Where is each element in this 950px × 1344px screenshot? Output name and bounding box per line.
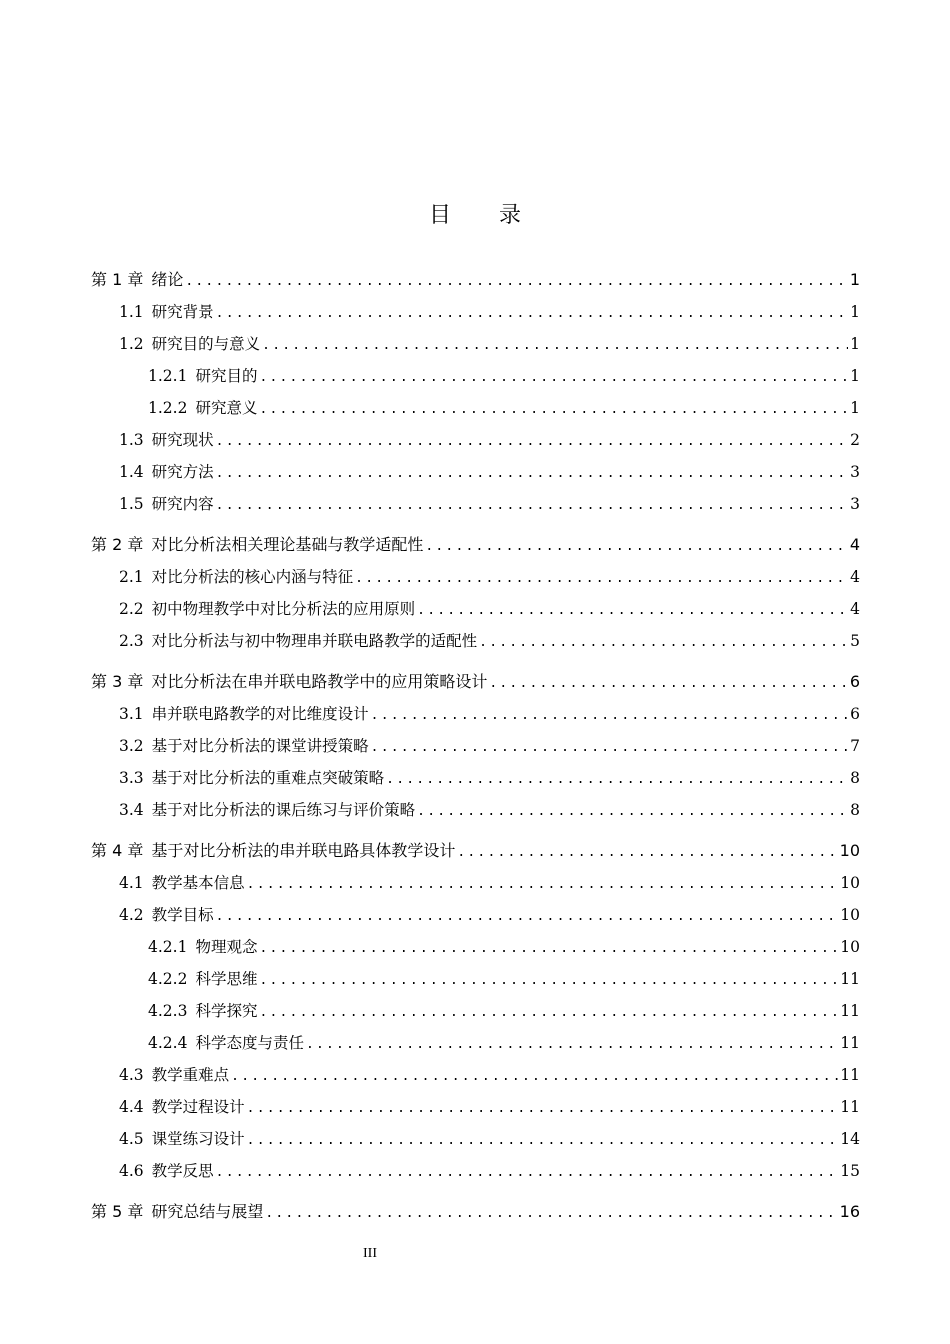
toc-entry[interactable]: [148, 362, 860, 390]
toc-entry-number: 4.2.3: [148, 1002, 188, 1020]
toc-entry-page: 1: [849, 270, 860, 289]
dot-leader: [425, 533, 847, 561]
toc-entry[interactable]: [119, 1061, 860, 1089]
toc-entry[interactable]: [119, 563, 860, 591]
toc-entry-number: 1.2.1: [148, 367, 188, 385]
toc-entry-number: 2.3: [119, 632, 144, 650]
toc-entry-title: 基于对比分析法的串并联电路具体教学设计: [151, 841, 456, 860]
toc-entry-page: 2: [850, 431, 860, 449]
toc-entry[interactable]: [119, 869, 860, 897]
toc-entry-page: 1: [850, 367, 860, 385]
toc-entry-number: 2.1: [119, 568, 144, 586]
dot-leader: [259, 967, 838, 995]
dot-leader: [479, 629, 848, 657]
dot-leader: [216, 460, 848, 488]
toc-entry-number: 1.1: [119, 303, 144, 321]
toc-entry-number: 1.2: [119, 335, 144, 353]
toc-entry-page: 10: [839, 841, 860, 860]
dot-leader: [371, 734, 848, 762]
toc-entry[interactable]: [119, 426, 860, 454]
dot-leader: [265, 1200, 837, 1228]
toc-entry[interactable]: [119, 1157, 860, 1185]
toc-entry[interactable]: [119, 298, 860, 326]
dot-leader: [247, 871, 839, 899]
toc-entry-title: 对比分析法与初中物理串并联电路教学的适配性: [151, 632, 478, 650]
dot-leader: [259, 364, 848, 392]
toc-entry-number: 4.4: [119, 1098, 144, 1116]
dot-leader: [216, 1159, 839, 1187]
toc-entry-number: 3.3: [119, 769, 144, 787]
toc-entry[interactable]: [119, 796, 860, 824]
toc-entry-title: 研究内容: [151, 495, 214, 513]
toc-entry-title: 科学思维: [195, 970, 258, 988]
dot-leader: [417, 597, 848, 625]
toc-entry-title: 研究现状: [151, 431, 214, 449]
toc-entry[interactable]: [119, 595, 860, 623]
toc-entry-title: 教学目标: [151, 906, 214, 924]
toc-entry-page: 14: [840, 1130, 860, 1148]
toc-entry-title: 研究方法: [151, 463, 214, 481]
toc-entry[interactable]: [119, 732, 860, 760]
toc-entry-number: 第 4 章: [91, 841, 144, 860]
toc-entry-number: 1.5: [119, 495, 144, 513]
toc-entry-page: 11: [840, 1002, 860, 1020]
toc-entry-number: 第 3 章: [91, 672, 144, 691]
toc-entry-page: 10: [840, 874, 860, 892]
toc-entry-page: 4: [850, 600, 860, 618]
toc-entry[interactable]: [91, 1198, 860, 1226]
toc-entry-title: 教学过程设计: [151, 1098, 245, 1116]
toc-entry-number: 4.2.4: [148, 1034, 188, 1052]
toc-entry-number: 1.2.2: [148, 399, 188, 417]
dot-leader: [259, 999, 838, 1027]
toc-entry-title: 教学基本信息: [151, 874, 245, 892]
toc-entry-page: 8: [850, 801, 860, 819]
toc-entry-number: 3.4: [119, 801, 144, 819]
page-title: [0, 198, 950, 234]
toc-entry[interactable]: [119, 1093, 860, 1121]
toc-entry[interactable]: [119, 490, 860, 518]
toc-entry-title: 物理观念: [195, 938, 258, 956]
toc-entry-number: 第 5 章: [91, 1202, 144, 1221]
toc-entry-number: 第 2 章: [91, 535, 144, 554]
dot-leader: [457, 839, 837, 867]
dot-leader: [371, 702, 848, 730]
toc-entry[interactable]: [119, 901, 860, 929]
toc-entry-number: 第 1 章: [91, 270, 144, 289]
toc-entry-title: 教学反思: [151, 1162, 214, 1180]
toc-entry-page: 1: [850, 303, 860, 321]
toc-entry-title: 课堂练习设计: [151, 1130, 245, 1148]
title-char-1: 目: [428, 203, 451, 228]
toc-entry[interactable]: [119, 458, 860, 486]
toc-entry-title: 对比分析法的核心内涵与特征: [151, 568, 354, 586]
toc-entry-title: 科学探究: [195, 1002, 258, 1020]
dot-leader: [306, 1031, 838, 1059]
toc-entry-page: 3: [850, 495, 860, 513]
toc-entry-number: 4.1: [119, 874, 144, 892]
toc-entry[interactable]: [148, 965, 860, 993]
dot-leader: [386, 766, 848, 794]
dot-leader: [247, 1095, 839, 1123]
toc-entry-number: 3.1: [119, 705, 144, 723]
dot-leader: [259, 396, 848, 424]
toc-entry-number: 1.4: [119, 463, 144, 481]
page-number-footer: III: [363, 1246, 377, 1261]
toc-entry-number: 4.6: [119, 1162, 144, 1180]
dot-leader: [262, 332, 848, 360]
toc-entry-title: 基于对比分析法的课堂讲授策略: [151, 737, 369, 755]
toc-entry-number: 4.5: [119, 1130, 144, 1148]
toc-entry-title: 教学重难点: [151, 1066, 230, 1084]
toc-entry-page: 15: [840, 1162, 860, 1180]
toc-entry[interactable]: [91, 668, 860, 696]
toc-entry-page: 6: [850, 705, 860, 723]
dot-leader: [355, 565, 848, 593]
dot-leader: [216, 903, 839, 931]
toc-entry-number: 2.2: [119, 600, 144, 618]
toc-entry-title: 研究目的与意义: [151, 335, 261, 353]
toc-entry-title: 研究背景: [151, 303, 214, 321]
dot-leader: [185, 268, 847, 296]
toc-entry-number: 3.2: [119, 737, 144, 755]
toc-entry[interactable]: [148, 933, 860, 961]
toc-entry-title: 研究意义: [195, 399, 258, 417]
toc-entry-title: 绪论: [151, 270, 184, 289]
toc-entry[interactable]: [91, 531, 860, 559]
toc-entry-title: 研究目的: [195, 367, 258, 385]
toc-entry-number: 4.3: [119, 1066, 144, 1084]
toc-entry[interactable]: [148, 1029, 860, 1057]
toc-entry-page: 3: [850, 463, 860, 481]
toc-entry-page: 1: [850, 335, 860, 353]
toc-entry-page: 10: [840, 938, 860, 956]
toc-entry-number: 4.2: [119, 906, 144, 924]
toc-entry[interactable]: [119, 700, 860, 728]
dot-leader: [247, 1127, 839, 1155]
dot-leader: [216, 300, 848, 328]
toc-entry-page: 8: [850, 769, 860, 787]
toc-entry-number: 4.2.1: [148, 938, 188, 956]
toc-entry-page: 11: [840, 1066, 860, 1084]
dot-leader: [259, 935, 838, 963]
toc-entry-title: 基于对比分析法的重难点突破策略: [151, 769, 385, 787]
toc-entry-page: 6: [849, 672, 860, 691]
dot-leader: [231, 1063, 838, 1091]
toc-entry-page: 7: [850, 737, 860, 755]
toc-entry-page: 11: [840, 1098, 860, 1116]
toc-entry[interactable]: [119, 627, 860, 655]
toc-entry-number: 4.2.2: [148, 970, 188, 988]
toc-entry[interactable]: [119, 330, 860, 358]
toc-entry-page: 1: [850, 399, 860, 417]
toc-entry-title: 科学态度与责任: [195, 1034, 304, 1052]
toc-entry[interactable]: [119, 764, 860, 792]
dot-leader: [417, 798, 848, 826]
toc-entry[interactable]: [148, 394, 860, 422]
dot-leader: [216, 428, 848, 456]
toc-entry-page: 10: [840, 906, 860, 924]
toc-entry-page: 11: [840, 970, 860, 988]
toc-entry-title: 串并联电路教学的对比维度设计: [151, 705, 369, 723]
toc-entry-title: 对比分析法在串并联电路教学中的应用策略设计: [151, 672, 488, 691]
toc-entry-page: 5: [850, 632, 860, 650]
toc-entry-number: 1.3: [119, 431, 144, 449]
toc-entry-title: 对比分析法相关理论基础与教学适配性: [151, 535, 424, 554]
toc-entry-page: 4: [849, 535, 860, 554]
toc-entry-title: 基于对比分析法的课后练习与评价策略: [151, 801, 416, 819]
toc-entry-title: 初中物理教学中对比分析法的应用原则: [151, 600, 416, 618]
toc-entry[interactable]: [148, 997, 860, 1025]
toc-entry-page: 11: [840, 1034, 860, 1052]
toc-entry-title: 研究总结与展望: [151, 1202, 264, 1221]
toc-entry[interactable]: [119, 1125, 860, 1153]
toc-entry-page: 4: [850, 568, 860, 586]
dot-leader: [489, 670, 847, 698]
title-char-2: 录: [499, 203, 522, 228]
toc-entry[interactable]: [91, 837, 860, 865]
toc-entry[interactable]: [91, 266, 860, 294]
dot-leader: [216, 492, 848, 520]
toc-entry-page: 16: [839, 1202, 860, 1221]
